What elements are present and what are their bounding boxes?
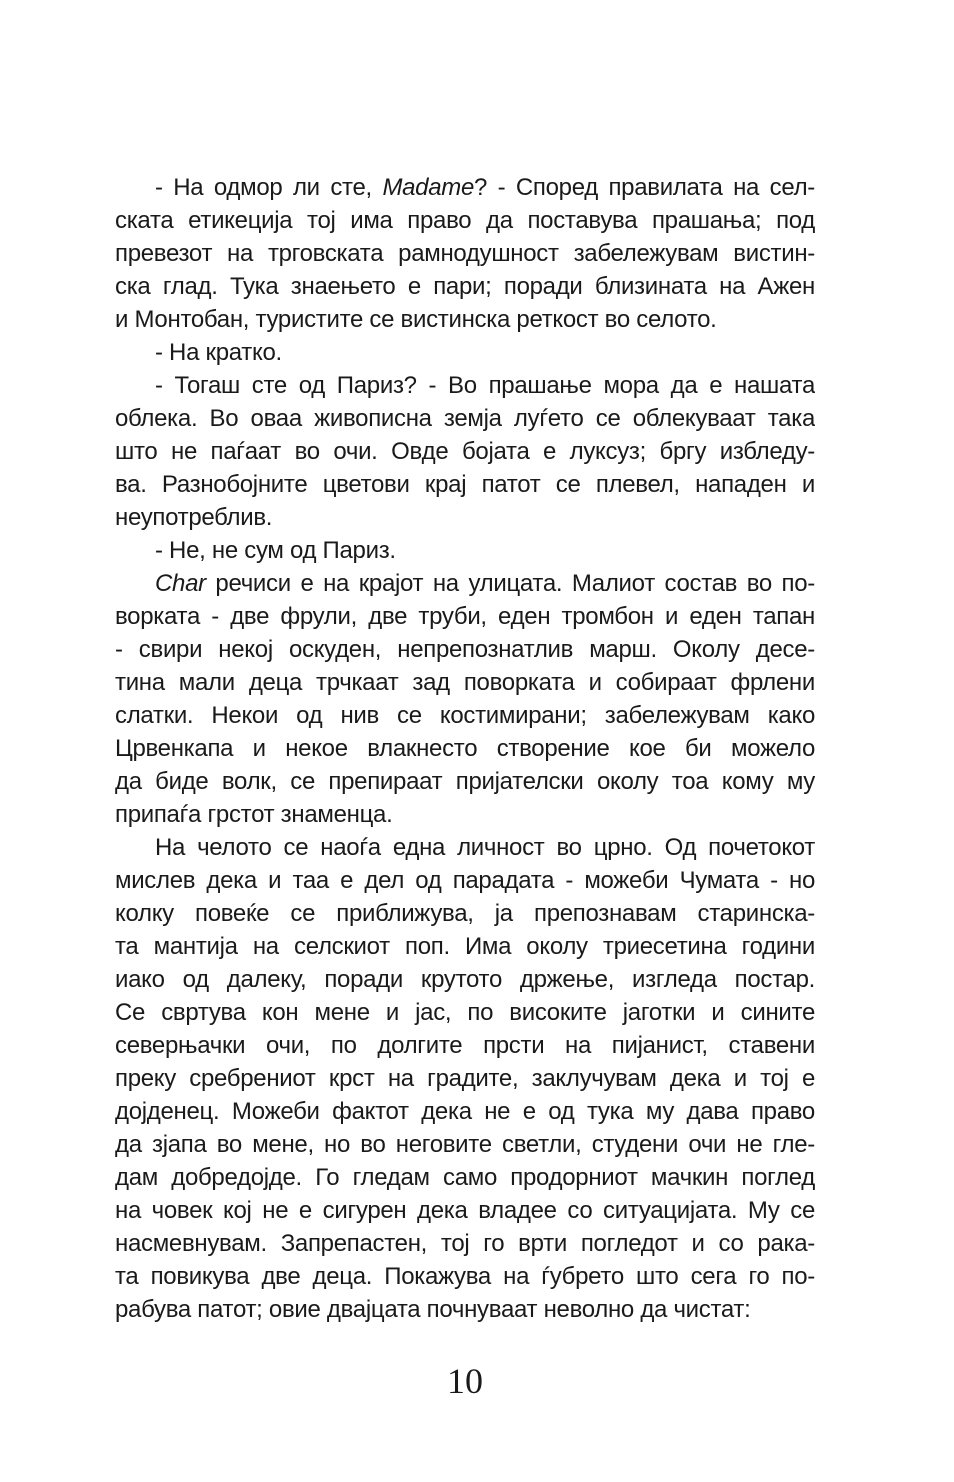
text-line [115,237,815,270]
page-text [115,171,815,1326]
text-line [115,435,815,468]
text-line [115,798,815,831]
text-segment: слатки. Некои од нив се костимирани; забележувам како [115,702,815,729]
text-line [115,831,815,864]
text-segment: Црвенкапа и некое влакнесто створение кое би можело [115,735,815,762]
text-line [115,534,815,567]
text-line [115,765,815,798]
text-segment: припаѓа грстот знаменца. [115,801,393,828]
paragraph [115,831,815,1326]
page-number: 10 [447,1361,483,1401]
text-line [115,1227,815,1260]
text-segment: ска глад. Тука знаењето е пари; поради близината на Ажен [115,273,815,300]
text-segment: - Не, не сум од Париз. [155,537,396,564]
text-segment: ва. Разнобојните цветови крај патот се плевел, нападен и [115,471,815,498]
text-line [115,699,815,732]
text-line [115,1095,815,1128]
text-line [115,1260,815,1293]
text-line [115,732,815,765]
text-line [115,204,815,237]
text-segment: превезот на трговската рамнодушност забележувам вистин- [115,240,815,267]
text-segment: Се свртува кон мене и јас, по високите јаготки и сините [115,999,815,1026]
text-line [115,633,815,666]
paragraph [115,171,815,336]
text-line [115,864,815,897]
text-segment: ? - Според правилата на сел- [474,174,815,201]
text-segment: - Тогаш сте од Париз? - Во прашање мора да е нашата [155,372,815,399]
text-line [115,666,815,699]
text-segment: неупотреблив. [115,504,273,531]
text-line [115,468,815,501]
text-segment: - На одмор ли сте, [155,174,383,201]
text-segment: северњачки очи, по долгите прсти на пијанист, ставени [115,1032,815,1059]
text-line [115,1029,815,1062]
text-segment: речиси е на крајот на улицата. Малиот состав во по- [205,570,815,597]
text-segment: облека. Во оваа живописна земја луѓето се облекуваат така [115,405,815,432]
text-line [115,897,815,930]
text-line [115,270,815,303]
text-segment: На челото се наоѓа една личност во црно. Од почетокот [155,834,815,861]
text-segment: та повикува две деца. Покажува на ѓубрето што сега го по- [115,1263,815,1290]
paragraph [115,369,815,534]
text-segment: иако од далеку, поради крутото држење, изгледа постар. [115,966,815,993]
text-line [115,1128,815,1161]
text-line [115,567,815,600]
text-line [115,1161,815,1194]
text-line [115,963,815,996]
text-line [115,501,815,534]
italic-text-segment: Madame [382,174,475,201]
text-segment: ворката - две фрули, две труби, еден тромбон и еден тапан [115,603,815,630]
text-line [115,600,815,633]
text-segment: да зјапа во мене, но во неговите светли, студени очи не гле- [115,1131,815,1158]
text-segment: насмевнувам. Запрепастен, тој го врти погледот и со рака- [115,1230,815,1257]
text-line [115,996,815,1029]
text-segment: да биде волк, се препираат пријателски околу тоа кому му [115,768,815,795]
text-line [115,1194,815,1227]
italic-text-segment: Char [155,570,206,597]
text-segment: на човек кој не е сигурен дека владее со ситуацијата. Му се [115,1197,815,1224]
text-line [115,1062,815,1095]
text-line [115,336,815,369]
text-segment: тина мали деца трчкаат зад поворката и собираат фрлени [115,669,815,696]
text-segment: дам добредојде. Го гледам само продорниот мачкин поглед [115,1164,815,1191]
text-segment: - свири некој оскуден, непрепознатлив марш. Околу десе- [115,636,815,663]
text-line [115,1293,815,1326]
paragraph [115,336,815,369]
paragraph [115,567,815,831]
text-segment: мислев дека и таа е дел од парадата - можеби Чумата - но [115,867,815,894]
text-line [115,930,815,963]
text-segment: ската етикеција тој има право да поставува прашања; под [115,207,815,234]
text-line [115,303,815,336]
text-segment: та мантија на селскиот поп. Има околу триесетина години [115,933,815,960]
text-segment: преку сребрениот крст на градите, заклучувам дека и тој е [115,1065,815,1092]
text-segment: и Монтобан, туристите се вистинска реткост во селото. [115,306,717,333]
text-segment: колку повеќе се приближува, ја препознавам старинска- [115,900,815,927]
text-segment: - На кратко. [155,339,282,366]
text-segment: што не паѓаат во очи. Овде бојата е луксуз; бргу избледу- [115,438,815,465]
text-segment: рабува патот; овие двајцата почнуваат неволно да чистат: [115,1296,751,1323]
text-line [115,171,815,204]
text-segment: дојденец. Можеби фактот дека не е од тука му дава право [115,1098,815,1125]
text-line [115,369,815,402]
paragraph [115,534,815,567]
text-line [115,402,815,435]
